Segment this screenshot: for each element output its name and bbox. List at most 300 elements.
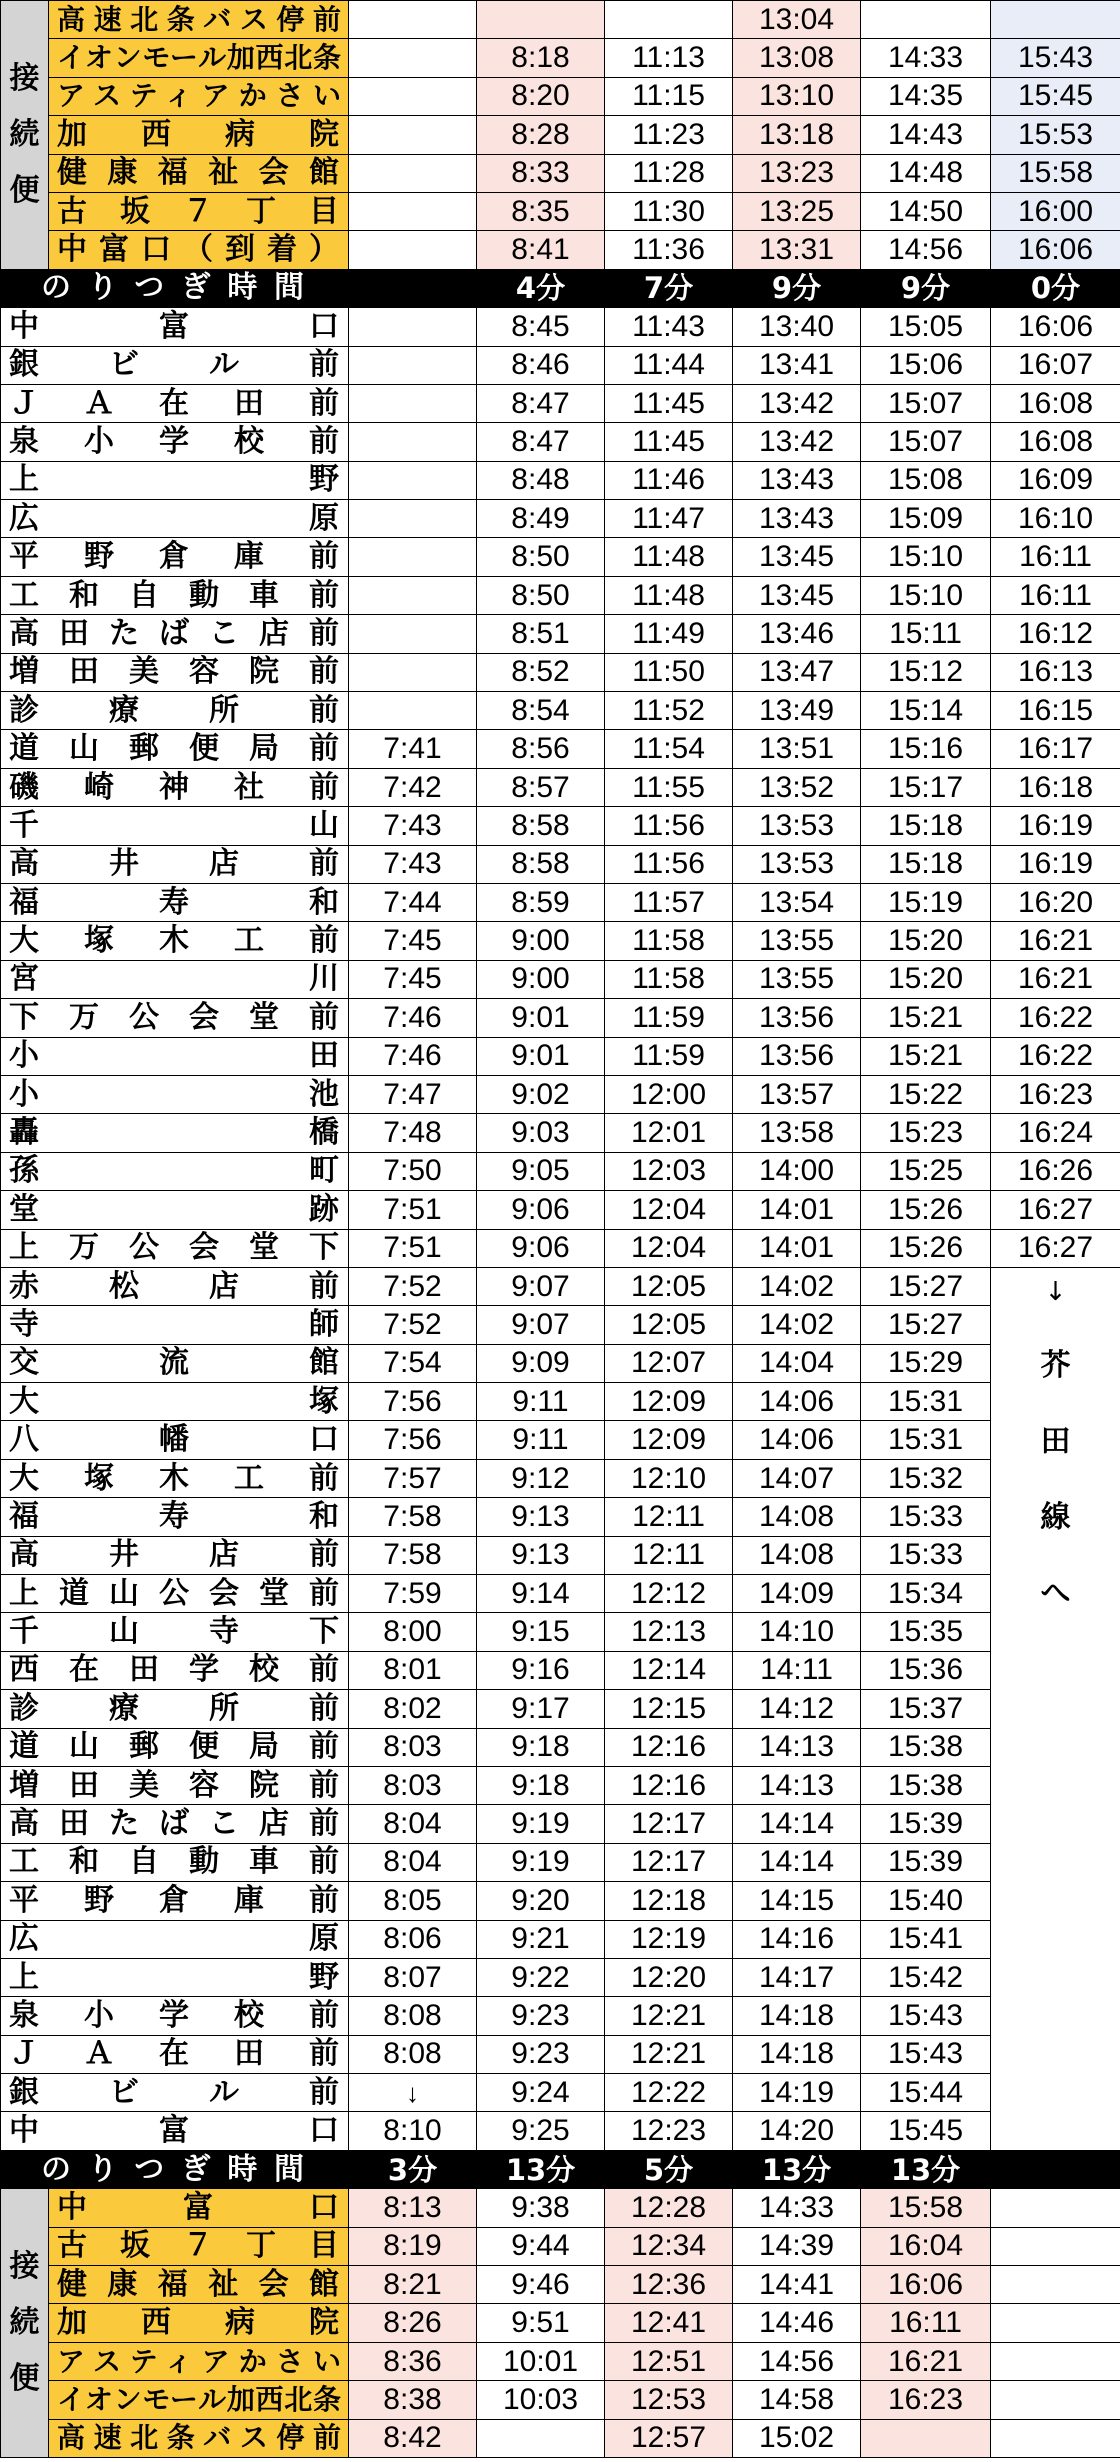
time-cell: 16:08 (991, 423, 1120, 461)
time-cell (477, 2419, 605, 2457)
time-cell: 12:53 (605, 2381, 733, 2419)
time-cell: 11:59 (605, 999, 733, 1037)
time-cell (349, 116, 477, 154)
time-cell: 9:01 (477, 1037, 605, 1075)
stop-name: 赤松店前 (1, 1267, 349, 1305)
time-cell (349, 39, 477, 77)
time-cell: 15:23 (861, 1114, 991, 1152)
timetable-row (1, 576, 1120, 614)
time-cell: 8:48 (477, 461, 605, 499)
stop-name: イオンモール加西北条 (49, 39, 349, 77)
time-cell: 9:25 (477, 2112, 605, 2150)
side-label-char: 接 (9, 60, 40, 96)
time-cell: 9:23 (477, 2035, 605, 2073)
time-cell: 15:31 (861, 1421, 991, 1459)
timetable-row (1, 1421, 1120, 1459)
side-label-char: 接 (9, 2249, 40, 2285)
time-cell: 11:46 (605, 461, 733, 499)
time-cell: 16:21 (991, 960, 1120, 998)
time-cell: 8:13 (349, 2189, 477, 2227)
time-cell: 15:40 (861, 1882, 991, 1920)
time-cell: 8:21 (349, 2266, 477, 2304)
time-cell: 9:19 (477, 1805, 605, 1843)
stop-name: 増田美容院前 (1, 653, 349, 691)
time-cell: 15:39 (861, 1805, 991, 1843)
time-cell: 8:52 (477, 653, 605, 691)
time-cell: 15:45 (861, 2112, 991, 2150)
timetable-row (1, 1075, 1120, 1113)
time-cell: 9:06 (477, 1191, 605, 1229)
time-cell: 15:17 (861, 768, 991, 806)
time-cell: 7:50 (349, 1152, 477, 1190)
time-cell: 9:03 (477, 1114, 605, 1152)
stop-name: 平野倉庫前 (1, 538, 349, 576)
time-cell: 16:00 (991, 192, 1120, 230)
time-cell: 8:26 (349, 2304, 477, 2342)
time-cell: 15:07 (861, 384, 991, 422)
time-cell: 14:08 (733, 1536, 861, 1574)
time-cell: 14:50 (861, 192, 991, 230)
time-cell: 15:41 (861, 1920, 991, 1958)
time-cell: 9:16 (477, 1651, 605, 1689)
stop-name: 西在田学校前 (1, 1651, 349, 1689)
time-cell (349, 576, 477, 614)
time-cell: 8:54 (477, 692, 605, 730)
time-cell: 9:46 (477, 2266, 605, 2304)
time-cell: 8:57 (477, 768, 605, 806)
transfer-time (349, 269, 477, 307)
stop-name: 下万公会堂前 (1, 999, 349, 1037)
time-cell: 13:56 (733, 999, 861, 1037)
time-cell: 12:21 (605, 1997, 733, 2035)
side-label-char: 便 (9, 172, 40, 208)
timetable-row (1, 1728, 1120, 1766)
timetable-row (1, 1882, 1120, 1920)
time-cell: 14:18 (733, 2035, 861, 2073)
timetable-row (1, 615, 1120, 653)
time-cell: 16:22 (991, 999, 1120, 1037)
stop-name: 道山郵便局前 (1, 730, 349, 768)
time-cell: 16:06 (861, 2266, 991, 2304)
time-cell (349, 77, 477, 115)
time-cell: 14:58 (733, 2381, 861, 2419)
time-cell: 12:51 (605, 2342, 733, 2380)
time-cell: 14:41 (733, 2266, 861, 2304)
time-cell: 9:06 (477, 1229, 605, 1267)
note-char: 芥 (1040, 1347, 1071, 1383)
timetable-row (1, 999, 1120, 1037)
time-cell: 15:18 (861, 845, 991, 883)
time-cell: 14:01 (733, 1229, 861, 1267)
time-cell: 12:04 (605, 1229, 733, 1267)
stop-name: 健康福祉会館 (49, 2266, 349, 2304)
stop-name: 福寿和 (1, 1498, 349, 1536)
timetable-row (1, 1766, 1120, 1804)
time-cell: 14:48 (861, 154, 991, 192)
stop-name: アスティアかさい (49, 2342, 349, 2380)
time-cell: 13:04 (733, 1, 861, 39)
timetable-row (1, 1191, 1120, 1229)
time-cell: 16:04 (861, 2227, 991, 2265)
stop-name: 銀ビル前 (1, 346, 349, 384)
time-cell: 14:11 (733, 1651, 861, 1689)
timetable-row (1, 423, 1120, 461)
stop-name: 大塚木工前 (1, 1459, 349, 1497)
time-cell: 14:07 (733, 1459, 861, 1497)
time-cell (991, 2227, 1120, 2265)
time-cell: 16:11 (991, 576, 1120, 614)
time-cell: 15:27 (861, 1306, 991, 1344)
transfer-time (991, 2150, 1120, 2188)
stop-name: 中富口 (1, 308, 349, 346)
time-cell: 7:41 (349, 730, 477, 768)
timetable-row (1, 1383, 1120, 1421)
time-cell: 13:53 (733, 845, 861, 883)
stop-name: 古坂７丁目 (49, 192, 349, 230)
time-cell: 12:05 (605, 1306, 733, 1344)
time-cell: 12:07 (605, 1344, 733, 1382)
time-cell: 16:07 (991, 346, 1120, 384)
time-cell: 12:34 (605, 2227, 733, 2265)
timetable-row (1, 346, 1120, 384)
timetable-row (1, 1114, 1120, 1152)
akuta-line-note (991, 1267, 1120, 2150)
time-cell: 13:53 (733, 807, 861, 845)
stop-name: 加西病院 (49, 116, 349, 154)
time-cell (605, 1, 733, 39)
time-cell: 15:33 (861, 1536, 991, 1574)
stop-name: 高速北条バス停前 (49, 1, 349, 39)
time-cell (349, 231, 477, 269)
stop-name: 小池 (1, 1075, 349, 1113)
time-cell: 14:02 (733, 1267, 861, 1305)
time-cell: 14:35 (861, 77, 991, 115)
time-cell: 11:44 (605, 346, 733, 384)
connection-row (1, 192, 1120, 230)
time-cell: 14:33 (861, 39, 991, 77)
time-cell (991, 1, 1120, 39)
time-cell: 14:14 (733, 1843, 861, 1881)
time-cell: 12:57 (605, 2419, 733, 2457)
transfer-time-label: のりつぎ時間 (1, 269, 349, 307)
time-cell: 9:19 (477, 1843, 605, 1881)
time-cell: 12:14 (605, 1651, 733, 1689)
time-cell: 9:02 (477, 1075, 605, 1113)
time-cell: 15:22 (861, 1075, 991, 1113)
time-cell: 15:09 (861, 500, 991, 538)
transfer-time: 13分 (733, 2150, 861, 2188)
time-cell: 15:07 (861, 423, 991, 461)
time-cell: 7:51 (349, 1229, 477, 1267)
time-cell: 16:06 (991, 231, 1120, 269)
stop-name: アスティアかさい (49, 77, 349, 115)
time-cell: 13:08 (733, 39, 861, 77)
connection-row (1, 2342, 1120, 2380)
timetable-row (1, 1997, 1120, 2035)
time-cell: 16:27 (991, 1191, 1120, 1229)
timetable-row (1, 1267, 1120, 1305)
time-cell: 7:48 (349, 1114, 477, 1152)
time-cell: 15:45 (991, 77, 1120, 115)
time-cell: 15:33 (861, 1498, 991, 1536)
time-cell: 11:47 (605, 500, 733, 538)
time-cell: 11:48 (605, 576, 733, 614)
time-cell: 11:58 (605, 960, 733, 998)
time-cell: 9:12 (477, 1459, 605, 1497)
time-cell: 15:53 (991, 116, 1120, 154)
stop-name: 診療所前 (1, 692, 349, 730)
time-cell: 13:41 (733, 346, 861, 384)
stop-name: 平野倉庫前 (1, 1882, 349, 1920)
time-cell (861, 1, 991, 39)
connection-row (1, 2381, 1120, 2419)
time-cell: 16:27 (991, 1229, 1120, 1267)
stop-name: 中富口（到着） (49, 231, 349, 269)
timetable-row (1, 1613, 1120, 1651)
stop-name: イオンモール加西北条 (49, 2381, 349, 2419)
stop-name: 上万公会堂下 (1, 1229, 349, 1267)
time-cell: 15:58 (861, 2189, 991, 2227)
time-cell: 7:42 (349, 768, 477, 806)
time-cell: 16:08 (991, 384, 1120, 422)
time-cell: 8:07 (349, 1958, 477, 1996)
time-cell: 12:10 (605, 1459, 733, 1497)
stop-name: 上野 (1, 461, 349, 499)
stop-name: 加西病院 (49, 2304, 349, 2342)
timetable-row (1, 883, 1120, 921)
time-cell (477, 1, 605, 39)
time-cell: 11:28 (605, 154, 733, 192)
timetable-row (1, 1498, 1120, 1536)
time-cell: 8:10 (349, 2112, 477, 2150)
time-cell: 8:02 (349, 1690, 477, 1728)
time-cell: 7:45 (349, 922, 477, 960)
time-cell: 12:13 (605, 1613, 733, 1651)
stop-name: 診療所前 (1, 1690, 349, 1728)
transfer-time: 5分 (605, 2150, 733, 2188)
time-cell: 14:08 (733, 1498, 861, 1536)
time-cell: 8:58 (477, 845, 605, 883)
time-cell: 14:46 (733, 2304, 861, 2342)
connection-row (1, 116, 1120, 154)
time-cell: 13:40 (733, 308, 861, 346)
time-cell: 10:03 (477, 2381, 605, 2419)
stop-name: 銀ビル前 (1, 2074, 349, 2112)
stop-name: 泉小学校前 (1, 423, 349, 461)
connection-row (1, 2227, 1120, 2265)
time-cell: 7:43 (349, 807, 477, 845)
time-cell: 8:36 (349, 2342, 477, 2380)
time-cell: 7:47 (349, 1075, 477, 1113)
time-cell: 7:59 (349, 1575, 477, 1613)
time-cell: 8:05 (349, 1882, 477, 1920)
time-cell: 16:23 (861, 2381, 991, 2419)
time-cell: 8:58 (477, 807, 605, 845)
time-cell: 12:16 (605, 1728, 733, 1766)
timetable-body (1, 1, 1120, 2458)
time-cell: 16:19 (991, 845, 1120, 883)
time-cell: 13:56 (733, 1037, 861, 1075)
time-cell: 13:46 (733, 615, 861, 653)
time-cell: 11:55 (605, 768, 733, 806)
time-cell: 15:21 (861, 999, 991, 1037)
timetable-row (1, 2074, 1120, 2112)
time-cell: 7:54 (349, 1344, 477, 1382)
time-cell: 14:02 (733, 1306, 861, 1344)
time-cell: 15:05 (861, 308, 991, 346)
time-cell: 14:15 (733, 1882, 861, 1920)
time-cell: 9:22 (477, 1958, 605, 1996)
time-cell: 9:00 (477, 960, 605, 998)
time-cell: 8:50 (477, 576, 605, 614)
time-cell: 8:50 (477, 538, 605, 576)
time-cell: 13:45 (733, 538, 861, 576)
timetable-row (1, 384, 1120, 422)
timetable-row (1, 2035, 1120, 2073)
time-cell: 16:11 (991, 538, 1120, 576)
connection-row (1, 231, 1120, 269)
time-cell: 8:41 (477, 231, 605, 269)
time-cell: 15:27 (861, 1267, 991, 1305)
time-cell: 14:01 (733, 1191, 861, 1229)
stop-name: 増田美容院前 (1, 1766, 349, 1804)
transfer-time: 4分 (477, 269, 605, 307)
connection-row (1, 1, 1120, 39)
time-cell: 11:52 (605, 692, 733, 730)
transfer-time-row (1, 2150, 1120, 2188)
time-cell: 12:18 (605, 1882, 733, 1920)
timetable-row (1, 1805, 1120, 1843)
time-cell: 8:03 (349, 1728, 477, 1766)
timetable-row (1, 1152, 1120, 1190)
time-cell: 8:35 (477, 192, 605, 230)
stop-name: 中富口 (49, 2189, 349, 2227)
time-cell (349, 192, 477, 230)
time-cell: 16:18 (991, 768, 1120, 806)
side-label-char: 続 (9, 116, 40, 152)
timetable-row (1, 308, 1120, 346)
stop-name: 磯崎神社前 (1, 768, 349, 806)
timetable-row (1, 730, 1120, 768)
time-cell: 9:07 (477, 1306, 605, 1344)
stop-name: 八幡口 (1, 1421, 349, 1459)
time-cell: 14:33 (733, 2189, 861, 2227)
time-cell: 7:58 (349, 1498, 477, 1536)
time-cell: 8:03 (349, 1766, 477, 1804)
connection-side-label (1, 1, 49, 270)
time-cell: 12:01 (605, 1114, 733, 1152)
timetable-row (1, 1037, 1120, 1075)
stop-name: 高速北条バス停前 (49, 2419, 349, 2457)
stop-name: 広原 (1, 500, 349, 538)
time-cell: 8:01 (349, 1651, 477, 1689)
transfer-time: 9分 (861, 269, 991, 307)
timetable-row (1, 1690, 1120, 1728)
stop-name: 交流館 (1, 1344, 349, 1382)
time-cell: 14:56 (861, 231, 991, 269)
time-cell (349, 692, 477, 730)
connection-row (1, 2419, 1120, 2457)
time-cell: 15:20 (861, 922, 991, 960)
time-cell: 8:38 (349, 2381, 477, 2419)
time-cell: 13:23 (733, 154, 861, 192)
time-cell (349, 346, 477, 384)
transfer-time: 9分 (733, 269, 861, 307)
time-cell: 12:09 (605, 1383, 733, 1421)
time-cell: 15:08 (861, 461, 991, 499)
stop-name: 高田たばこ店前 (1, 615, 349, 653)
time-cell: 14:14 (733, 1805, 861, 1843)
timetable-row (1, 960, 1120, 998)
time-cell: 14:13 (733, 1766, 861, 1804)
time-cell: 8:18 (477, 39, 605, 77)
time-cell: 13:43 (733, 500, 861, 538)
time-cell: 14:10 (733, 1613, 861, 1651)
time-cell: 9:17 (477, 1690, 605, 1728)
time-cell: 13:49 (733, 692, 861, 730)
time-cell: 9:13 (477, 1498, 605, 1536)
time-cell: 12:00 (605, 1075, 733, 1113)
time-cell: 9:18 (477, 1728, 605, 1766)
time-cell: 11:45 (605, 423, 733, 461)
time-cell: 15:38 (861, 1728, 991, 1766)
time-cell: 11:54 (605, 730, 733, 768)
stop-name: 寺師 (1, 1306, 349, 1344)
time-cell (861, 2419, 991, 2457)
transfer-time: 0分 (991, 269, 1120, 307)
time-cell: 13:55 (733, 960, 861, 998)
time-cell: 7:52 (349, 1267, 477, 1305)
time-cell: 15:18 (861, 807, 991, 845)
timetable-row (1, 807, 1120, 845)
stop-name: 千山寺下 (1, 1613, 349, 1651)
stop-name: 古坂７丁目 (49, 2227, 349, 2265)
stop-name: 千山 (1, 807, 349, 845)
time-cell: 7:44 (349, 883, 477, 921)
time-cell: 12:23 (605, 2112, 733, 2150)
time-cell: 9:24 (477, 2074, 605, 2112)
time-cell: 12:19 (605, 1920, 733, 1958)
stop-name: 轟橋 (1, 1114, 349, 1152)
time-cell: 15:39 (861, 1843, 991, 1881)
time-cell: 12:36 (605, 2266, 733, 2304)
stop-name: 宮川 (1, 960, 349, 998)
timetable-row (1, 461, 1120, 499)
time-cell: 8:33 (477, 154, 605, 192)
side-label-char: 便 (9, 2361, 40, 2397)
time-cell: 16:10 (991, 500, 1120, 538)
time-cell: 7:46 (349, 1037, 477, 1075)
time-cell: 13:52 (733, 768, 861, 806)
time-cell: 13:47 (733, 653, 861, 691)
time-cell: 15:26 (861, 1229, 991, 1267)
time-cell: 8:00 (349, 1613, 477, 1651)
time-cell: 8:08 (349, 2035, 477, 2073)
time-cell (349, 538, 477, 576)
time-cell: 15:21 (861, 1037, 991, 1075)
time-cell: 8:28 (477, 116, 605, 154)
time-cell: 8:04 (349, 1843, 477, 1881)
stop-name: 高井店前 (1, 845, 349, 883)
time-cell: 8:47 (477, 423, 605, 461)
time-cell: 7:56 (349, 1383, 477, 1421)
time-cell: 14:20 (733, 2112, 861, 2150)
time-cell: 7:52 (349, 1306, 477, 1344)
time-cell: 15:25 (861, 1152, 991, 1190)
time-cell: 9:44 (477, 2227, 605, 2265)
time-cell: 11:30 (605, 192, 733, 230)
time-cell (991, 2342, 1120, 2380)
